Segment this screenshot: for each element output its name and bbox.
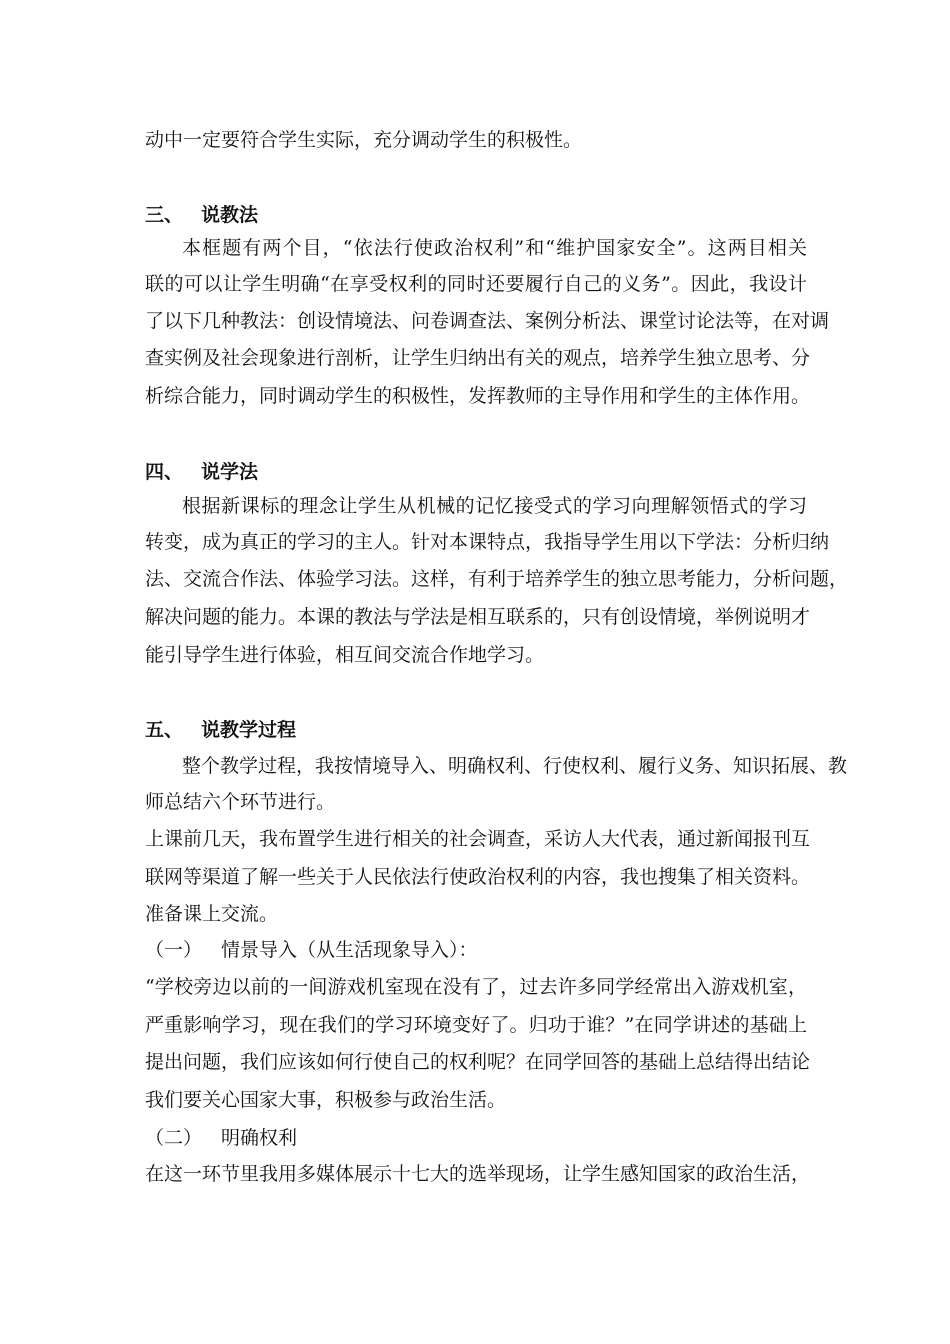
paragraph-line: 法、交流合作法、体验学习法。这样，有利于培养学生的独立思考能力，分析问题， bbox=[145, 568, 849, 590]
paragraph-line: 上课前几天，我布置学生进行相关的社会调查，采访人大代表，通过新闻报刊互 bbox=[145, 828, 811, 850]
paragraph-line: 根据新课标的理念让学生从机械的记忆接受式的学习向理解领悟式的学习 bbox=[182, 495, 807, 517]
subheading-number: （二） bbox=[145, 1127, 203, 1149]
heading-number: 五、 bbox=[145, 719, 184, 741]
paragraph-line: 查实例及社会现象进行剖析，让学生归纳出有关的观点，培养学生独立思考、分 bbox=[145, 347, 811, 369]
paragraph-line: 我们要关心国家大事，积极参与政治生活。 bbox=[145, 1089, 507, 1111]
paragraph-line: 在这一环节里我用多媒体展示十七大的选举现场，让学生感知国家的政治生活， bbox=[145, 1163, 811, 1185]
subheading-number: （一） bbox=[145, 939, 203, 961]
paragraph-line: 析综合能力，同时调动学生的积极性，发挥教师的主导作用和学生的主体作用。 bbox=[145, 385, 811, 407]
paragraph-line: “学校旁边以前的一间游戏机室现在没有了，过去许多同学经常出入游戏机室， bbox=[145, 976, 807, 998]
paragraph-line: 准备课上交流。 bbox=[145, 903, 279, 925]
paragraph-line: 本框题有两个目，“依法行使政治权利”和“维护国家安全”。这两目相关 bbox=[182, 237, 807, 259]
paragraph-line: 师总结六个环节进行。 bbox=[145, 791, 336, 813]
section-heading-4 bbox=[145, 460, 807, 484]
section-heading-5 bbox=[145, 718, 807, 742]
paragraph-line: 严重影响学习，现在我们的学习环境变好了。归功于谁？”在同学讲述的基础上 bbox=[145, 1014, 807, 1036]
paragraph-line: 解决问题的能力。本课的教法与学法是相互联系的，只有创设情境，举例说明才 bbox=[145, 606, 811, 628]
paragraph-line: 整个教学过程，我按情境导入、明确权利、行使权利、履行义务、知识拓展、教 bbox=[182, 755, 848, 777]
subheading-2 bbox=[145, 1126, 807, 1150]
paragraph-line: 了以下几种教法：创设情境法、问卷调查法、案例分析法、课堂讨论法等，在对调 bbox=[145, 310, 830, 332]
heading-number: 四、 bbox=[145, 461, 184, 483]
heading-title: 说教法 bbox=[201, 204, 259, 226]
section-heading-3 bbox=[145, 203, 807, 227]
paragraph-line: 联网等渠道了解一些关于人民依法行使政治权利的内容，我也搜集了相关资料。 bbox=[145, 866, 811, 888]
paragraph-line: 转变，成为真正的学习的主人。针对本课特点，我指导学生用以下学法：分析归纳 bbox=[145, 531, 830, 553]
heading-title: 说教学过程 bbox=[201, 719, 297, 741]
subheading-1 bbox=[145, 938, 807, 962]
paragraph-line: 提出问题，我们应该如何行使自己的权利呢？在同学回答的基础上总结得出结论 bbox=[145, 1051, 811, 1073]
paragraph-line: 联的可以让学生明确“在享受权利的同时还要履行自己的义务”。因此，我设计 bbox=[145, 273, 807, 295]
paragraph-line: 能引导学生进行体验，相互间交流合作地学习。 bbox=[145, 644, 545, 666]
heading-number: 三、 bbox=[145, 204, 184, 226]
subheading-title: 明确权利 bbox=[221, 1127, 298, 1149]
paragraph-line: 动中一定要符合学生实际，充分调动学生的积极性。 bbox=[145, 129, 583, 151]
heading-title: 说学法 bbox=[201, 461, 259, 483]
subheading-title: 情景导入（从生活现象导入）： bbox=[221, 939, 478, 961]
